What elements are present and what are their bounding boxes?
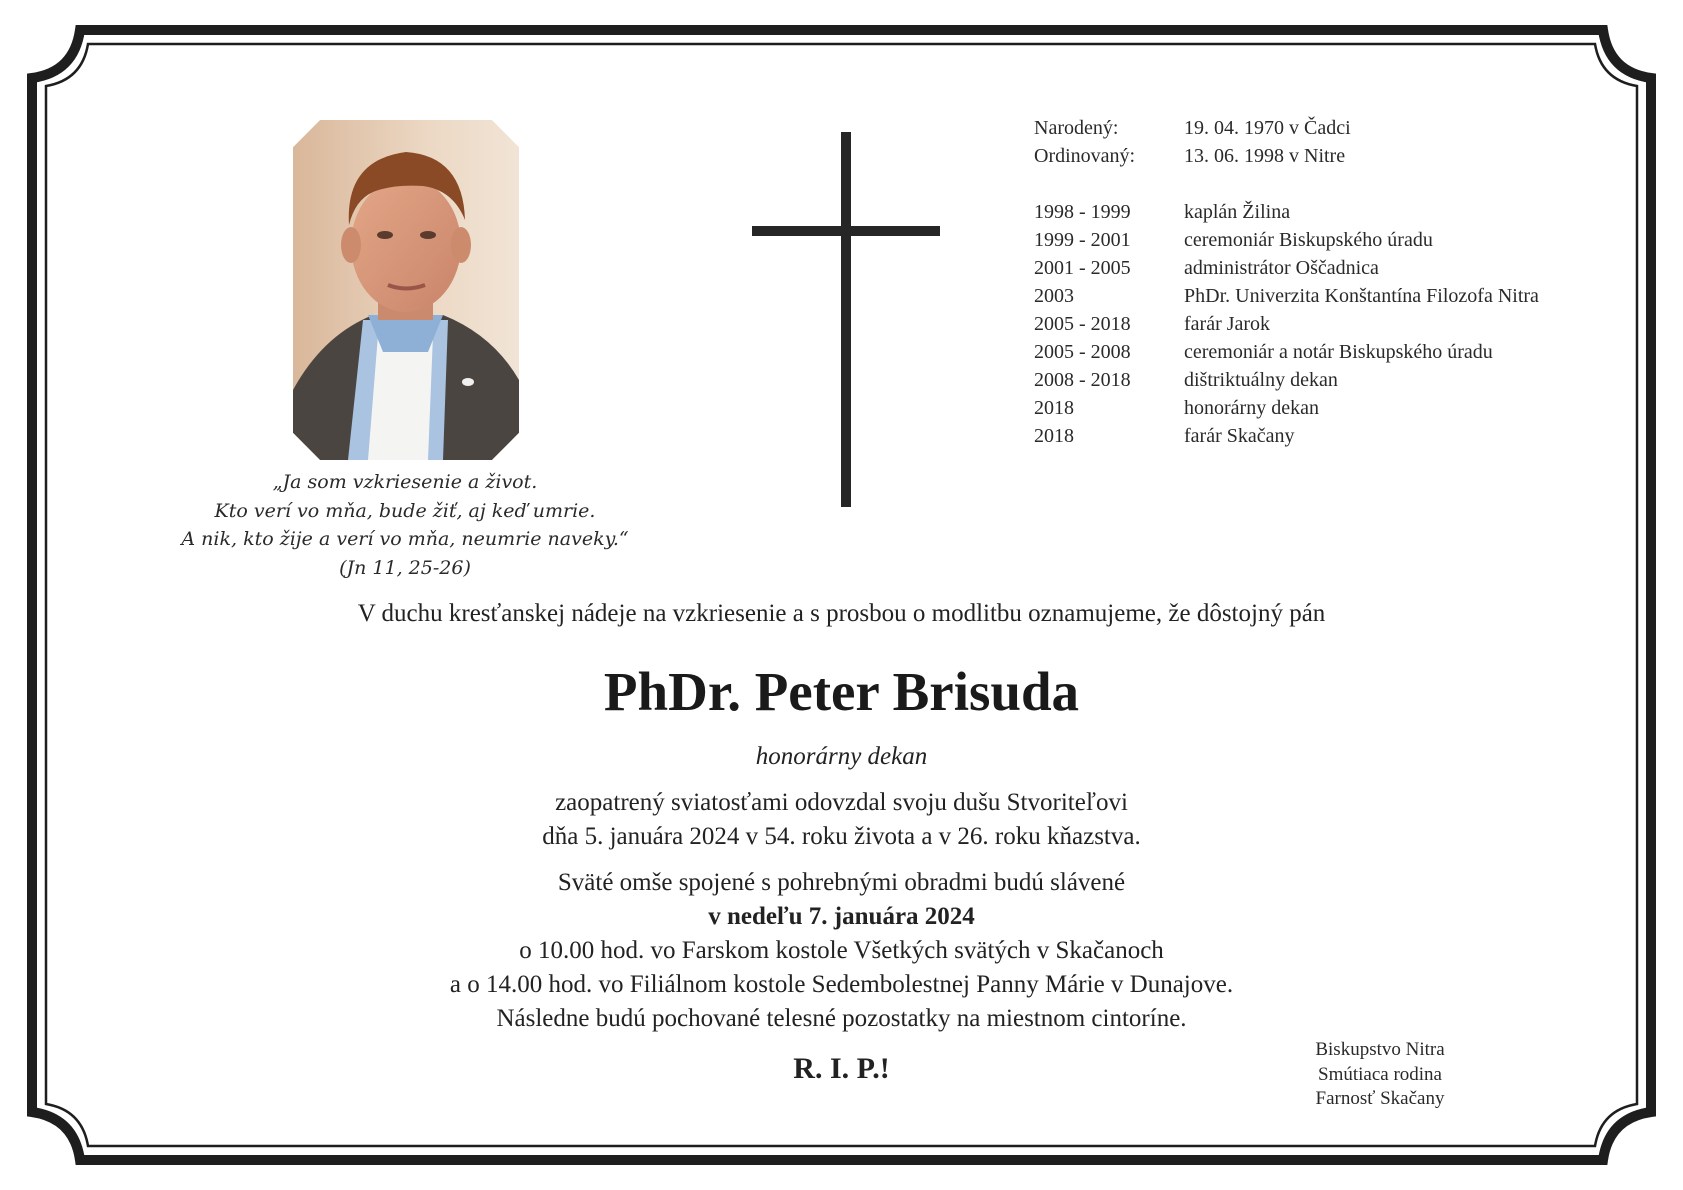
quote-line: „Ja som vzkriesenie a život.: [272, 471, 538, 493]
career-years: 2008 - 2018: [1034, 369, 1131, 391]
rip-text: R. I. P.!: [793, 1052, 890, 1085]
quote-reference: (Jn 11, 25-26): [339, 556, 471, 579]
deceased-title: honorárny dekan: [755, 743, 928, 770]
death-notice: [0, 786, 1683, 854]
career-row: [1034, 394, 1539, 422]
funeral-details: [0, 866, 1683, 1036]
signatories: [1270, 1038, 1490, 1112]
career-role: kaplán Žilina: [1184, 201, 1291, 223]
career-row: [1034, 338, 1539, 366]
death-notice-line: dňa 5. januára 2024 v 54. roku života a v 26. roku kňazstva.: [542, 823, 1141, 850]
career-role: farár Skačany: [1184, 425, 1295, 447]
career-row: [1034, 422, 1539, 450]
signatory: Smútiaca rodina: [1318, 1063, 1442, 1085]
career-row: [1034, 282, 1539, 310]
career-role: dištriktuálny dekan: [1184, 369, 1338, 391]
career-row: [1034, 226, 1539, 254]
career-role: ceremoniár a notár Biskupského úradu: [1184, 341, 1493, 363]
ordained-label: Ordinovaný:: [1034, 145, 1136, 167]
career-years: 1999 - 2001: [1034, 229, 1131, 251]
career-years: 2003: [1034, 285, 1074, 307]
bio-spacer: [1034, 170, 1539, 198]
career-role: administrátor Oščadnica: [1184, 257, 1379, 279]
bio-row-ordained: [1034, 142, 1539, 170]
career-role: PhDr. Univerzita Konštantína Filozofa Nitra: [1184, 285, 1539, 307]
quote-line: Kto verí vo mňa, bude žiť, aj keď umrie.: [214, 499, 596, 522]
biography: [1034, 114, 1539, 450]
quote-line: A nik, kto žije a verí vo mňa, neumrie naveky.“: [181, 528, 629, 550]
bible-quote: [140, 468, 670, 582]
bio-row-born: [1034, 114, 1539, 142]
career-years: 1998 - 1999: [1034, 201, 1131, 223]
career-years: 2005 - 2018: [1034, 313, 1131, 335]
mass-line: Sväté omše spojené s pohrebnými obradmi budú slávené: [557, 869, 1126, 896]
deceased-name: PhDr. Peter Brisuda: [603, 661, 1080, 722]
career-years: 2018: [1034, 397, 1074, 419]
portrait-photo: [293, 120, 519, 460]
career-role: ceremoniár Biskupského úradu: [1184, 229, 1433, 251]
career-row: [1034, 366, 1539, 394]
mass-detail-line: o 10.00 hod. vo Farskom kostole Všetkých svätých v Skačanoch: [519, 937, 1164, 964]
career-row: [1034, 254, 1539, 282]
career-row: [1034, 310, 1539, 338]
career-years: 2001 - 2005: [1034, 257, 1131, 279]
career-role: honorárny dekan: [1184, 397, 1319, 419]
signatory: Farnosť Skačany: [1315, 1088, 1445, 1109]
career-years: 2018: [1034, 425, 1074, 447]
born-value: 19. 04. 1970 v Čadci: [1184, 117, 1351, 139]
signatory: Biskupstvo Nitra: [1315, 1039, 1445, 1060]
born-label: Narodený:: [1034, 117, 1119, 139]
cross-icon-bar: [752, 226, 940, 236]
career-years: 2005 - 2008: [1034, 341, 1131, 363]
death-notice-line: zaopatrený sviatosťami odovzdal svoju dušu Stvoriteľovi: [555, 789, 1128, 816]
mass-date: v nedeľu 7. januára 2024: [708, 903, 975, 930]
mass-detail-line: Následne budú pochované telesné pozostatky na miestnom cintoríne.: [496, 1005, 1187, 1032]
mass-detail-line: a o 14.00 hod. vo Filiálnom kostole Sedembolestnej Panny Márie v Dunajove.: [449, 971, 1234, 998]
ordained-value: 13. 06. 1998 v Nitre: [1184, 145, 1346, 167]
cross-icon: [841, 132, 851, 507]
career-row: [1034, 198, 1539, 226]
career-role: farár Jarok: [1184, 313, 1271, 335]
announcement-intro: V duchu kresťanskej nádeje na vzkriesenie a s prosbou o modlitbu oznamujeme, že dôstojný pán: [357, 600, 1326, 627]
